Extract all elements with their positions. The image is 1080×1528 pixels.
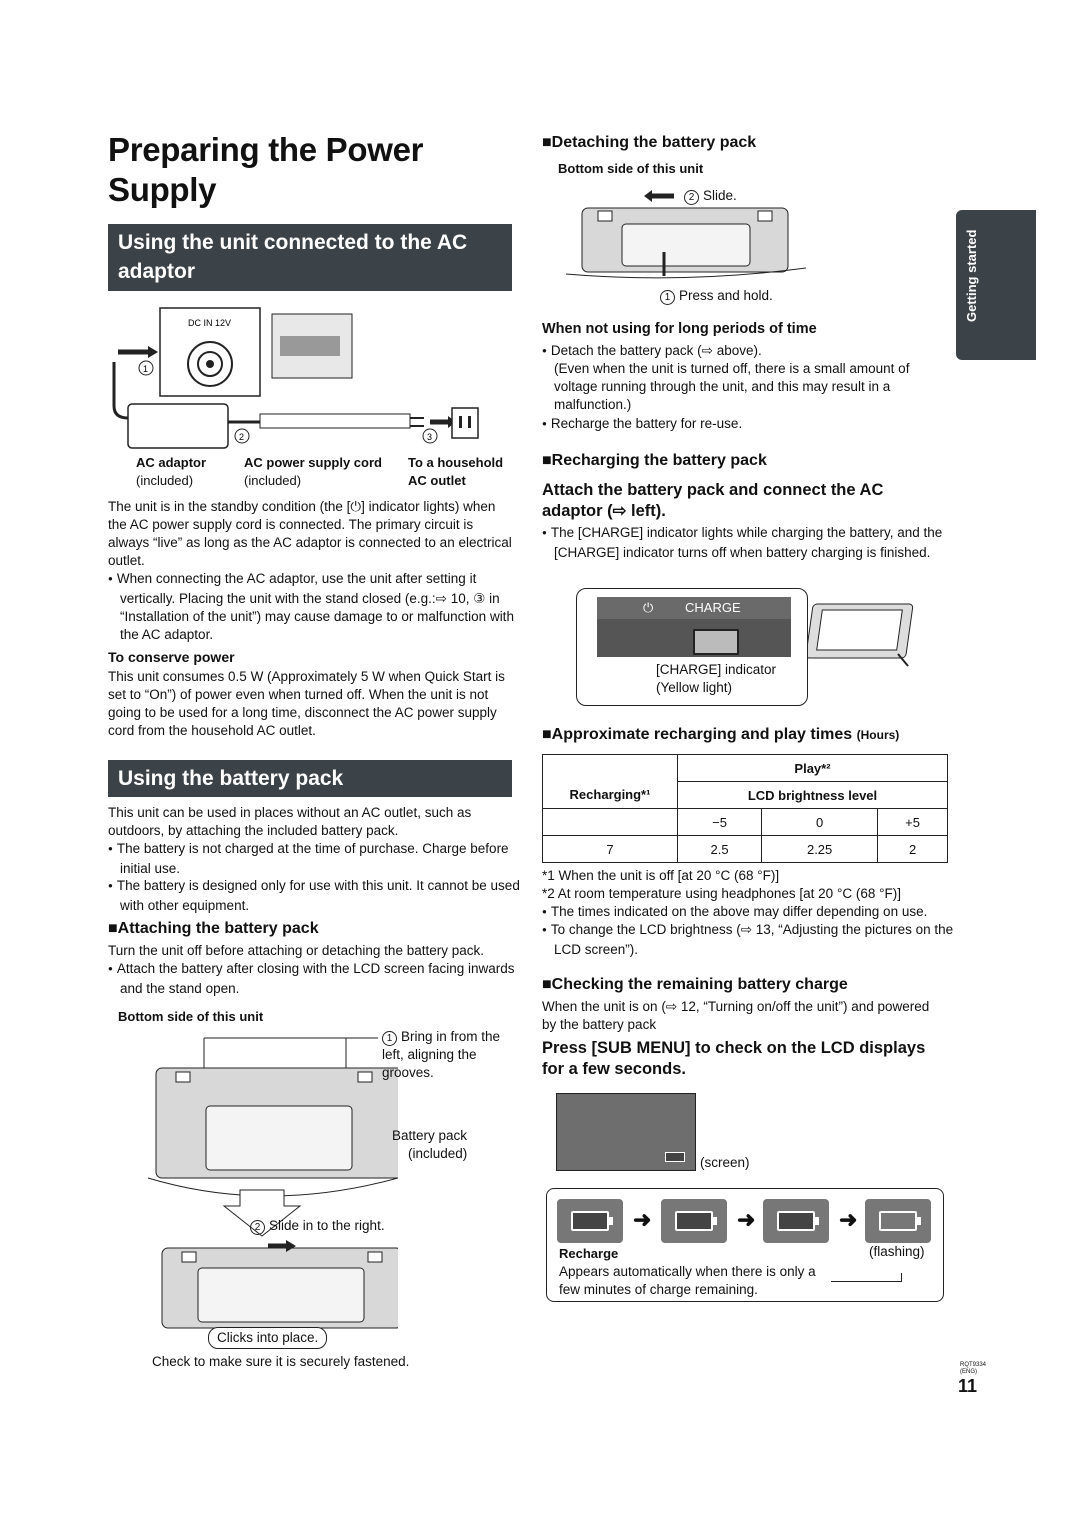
label-ac-adaptor xyxy=(136,454,206,490)
flashing-label: (flashing) xyxy=(869,1244,925,1259)
ac-adaptor-diagram xyxy=(108,306,512,452)
times-hours: (Hours) xyxy=(856,728,900,742)
lcd-header: LCD brightness level xyxy=(678,782,948,809)
detach-press xyxy=(660,287,773,305)
battery-level-icon xyxy=(763,1199,829,1243)
battery-pack-included: (included) xyxy=(408,1146,468,1161)
battery-section-heading xyxy=(108,760,512,797)
battery-levels-box xyxy=(546,1188,944,1302)
footnote-1: *1 When the unit is off [at 20 °C (68 °F)] xyxy=(542,868,780,883)
ac-bullet: ● When connecting the AC adaptor, use the unit after setting it vertically. Placing the unit with the stand closed (e.g.:⇨ 10, ③ in “Installation of the unit”) may cause damage to or malfunction with the AC adaptor. xyxy=(108,570,524,644)
ac-heading-text: Using the unit connected to the AC adaptor xyxy=(118,231,468,283)
recharge-title: ■Recharging the battery pack xyxy=(542,452,767,469)
attach-step1-text: Bring in from the left, aligning the grooves. xyxy=(382,1029,501,1080)
battery-bullet-2: ● The battery is designed only for use with this unit. It cannot be used with other equipment. xyxy=(108,877,524,915)
recharge-play-table xyxy=(542,754,948,863)
play-header: Play*² xyxy=(678,755,948,782)
detach-slide xyxy=(684,187,737,205)
battery-pack-2 xyxy=(198,1268,364,1322)
ac-adaptor-title: AC adaptor xyxy=(136,455,207,470)
power-cord-sub: (included) xyxy=(244,473,302,488)
lcd-screen xyxy=(556,1093,696,1171)
doc-lang-text: (ENG) xyxy=(960,1369,977,1375)
detach-bullet-2: ● Recharge the battery for re-use. xyxy=(542,415,958,435)
level-cell: −5 xyxy=(678,809,762,836)
detach-press-text: Press and hold. xyxy=(679,288,773,303)
times-title xyxy=(542,726,899,744)
slide-circle: 2 xyxy=(684,190,699,205)
play-value-cell: 2.25 xyxy=(762,836,878,863)
lcd-unit-drawing xyxy=(808,598,918,668)
table-row xyxy=(543,755,948,782)
table-row xyxy=(543,809,948,836)
detach-title: ■Detaching the battery pack xyxy=(542,134,757,151)
outlet-title: To a household xyxy=(408,455,504,470)
level-cell: 0 xyxy=(762,809,878,836)
recharge-bullet: ● The [CHARGE] indicator lights while charging the battery, and the [CHARGE] indicator turns off when battery charging is finished. xyxy=(542,524,958,562)
ac-section-heading xyxy=(108,224,512,291)
level-cell: +5 xyxy=(878,809,948,836)
svg-text:1: 1 xyxy=(143,364,149,374)
play-value-cell: 2 xyxy=(878,836,948,863)
detach-bullet-1: ● Detach the battery pack (⇨ above). xyxy=(542,342,958,362)
step2-circle: 2 xyxy=(250,1220,265,1235)
screen-label: (screen) xyxy=(700,1155,750,1170)
battery-indicator-icon xyxy=(665,1152,685,1162)
check-instruction: Press [SUB MENU] to check on the LCD displays for a few seconds. xyxy=(542,1039,926,1078)
attach-diagram xyxy=(128,1030,398,1350)
label-power-cord xyxy=(244,454,382,490)
side-tab xyxy=(956,210,1036,360)
battery-pack-detach xyxy=(622,224,750,266)
charge-indicator-label: [CHARGE] indicator xyxy=(656,662,777,677)
battery-bullet-1: ● The battery is not charged at the time of purchase. Charge before initial use. xyxy=(108,840,524,878)
attach-bullet: ● Attach the battery after closing with the LCD screen facing inwards and the stand open. xyxy=(108,960,524,998)
ac-adaptor-brick xyxy=(128,404,228,448)
doc-code xyxy=(960,1362,986,1376)
step1-circle: 1 xyxy=(382,1031,397,1046)
play-value-cell: 2.5 xyxy=(678,836,762,863)
charge-yellow-label: (Yellow light) xyxy=(656,680,733,695)
battery-pack-1 xyxy=(206,1106,352,1170)
arrow-icon: ➜ xyxy=(737,1207,756,1232)
detach-slide-text: Slide. xyxy=(703,188,737,203)
page-number: 11 xyxy=(958,1376,978,1396)
times-title-text: ■Approximate recharging and play times xyxy=(542,726,853,743)
conserve-title: To conserve power xyxy=(108,649,235,665)
battery-heading-text: Using the battery pack xyxy=(118,767,344,790)
side-tab-label: Getting started xyxy=(964,229,979,322)
recharge-label: Recharge xyxy=(559,1246,619,1261)
battery-level-icon xyxy=(557,1199,623,1243)
times-bullet-2: ● To change the LCD brightness (⇨ 13, “Adjusting the pictures on the LCD screen”). xyxy=(542,921,958,959)
battery-empty-flashing-icon xyxy=(865,1199,931,1243)
label-outlet xyxy=(408,454,503,490)
power-icon: ⏻ xyxy=(643,600,654,615)
doc-code-text: RQT9334 xyxy=(960,1362,987,1368)
outlet-sub: AC outlet xyxy=(408,473,466,488)
wall-outlet xyxy=(452,408,478,438)
footnote-2: *2 At room temperature using headphones [at 20 °C (68 °F)] xyxy=(542,886,901,901)
attach-step1 xyxy=(382,1028,506,1082)
times-bullet-1: ● The times indicated on the above may differ depending on use. xyxy=(542,903,964,923)
arrow-icon: ➜ xyxy=(839,1207,858,1232)
recharging-header: Recharging*¹ xyxy=(543,755,678,809)
attach-paragraph: Turn the unit off before attaching or detaching the battery pack. xyxy=(108,943,484,958)
press-circle: 1 xyxy=(660,290,675,305)
check-paragraph: When the unit is on (⇨ 12, “Turning on/off the unit”) and powered by the battery pack xyxy=(542,999,930,1032)
ac-adaptor-sub: (included) xyxy=(136,473,194,488)
battery-paragraph: This unit can be used in places without an AC outlet, such as outdoors, by attaching the included battery pack. xyxy=(108,805,472,838)
conserve-text: This unit consumes 0.5 W (Approximately 5 W when Quick Start is set to “On”) of power even when turned off. When the unit is not going to be used for a long time, disconnect the AC power supply cord from the household AC outlet. xyxy=(108,669,505,738)
ac-paragraph: The unit is in the standby condition (the [⏻] indicator lights) when the AC power supply cord is connected. The primary circuit is always “live” as long as the AC adaptor is connected to an electrical outlet. xyxy=(108,499,512,568)
detach-bottom-label: Bottom side of this unit xyxy=(558,161,704,176)
arrow-icon: ➜ xyxy=(633,1207,652,1232)
dc-in-label: DC IN 12V xyxy=(188,318,232,328)
attach-title: ■Attaching the battery pack xyxy=(108,920,319,937)
attach-bottom-label: Bottom side of this unit xyxy=(118,1009,264,1024)
battery-level-icon xyxy=(661,1199,727,1243)
recharge-value-cell: 7 xyxy=(543,836,678,863)
power-cord xyxy=(260,414,410,428)
svg-text:2: 2 xyxy=(239,432,245,442)
check-fastened: Check to make sure it is securely fastened. xyxy=(152,1354,410,1369)
attach-step2-text: Slide in to the right. xyxy=(269,1218,385,1233)
table-row xyxy=(543,836,948,863)
clicks-label: Clicks into place. xyxy=(208,1327,327,1349)
recharge-instruction: Attach the battery pack and connect the AC adaptor (⇨ left). xyxy=(542,481,884,520)
attach-step2 xyxy=(250,1217,385,1235)
svg-text:3: 3 xyxy=(427,432,433,442)
power-cord-title: AC power supply cord xyxy=(244,455,382,470)
check-title: ■Checking the remaining battery charge xyxy=(542,976,848,993)
battery-pack-label: Battery pack xyxy=(392,1128,468,1143)
long-period-title: When not using for long periods of time xyxy=(542,321,817,337)
pointer-line xyxy=(831,1273,902,1282)
charge-word: CHARGE xyxy=(685,600,741,615)
charge-panel xyxy=(597,597,791,657)
charge-led xyxy=(693,629,739,655)
appears-text: Appears automatically when there is only a few minutes of charge remaining. xyxy=(559,1264,816,1297)
charge-panel-header xyxy=(597,597,791,619)
table-cell xyxy=(543,809,678,836)
page-title: Preparing the Power Supply xyxy=(108,131,424,208)
detach-note: (Even when the unit is turned off, there is a small amount of voltage running through the unit, and this may result in a malfunction.) xyxy=(554,361,910,412)
